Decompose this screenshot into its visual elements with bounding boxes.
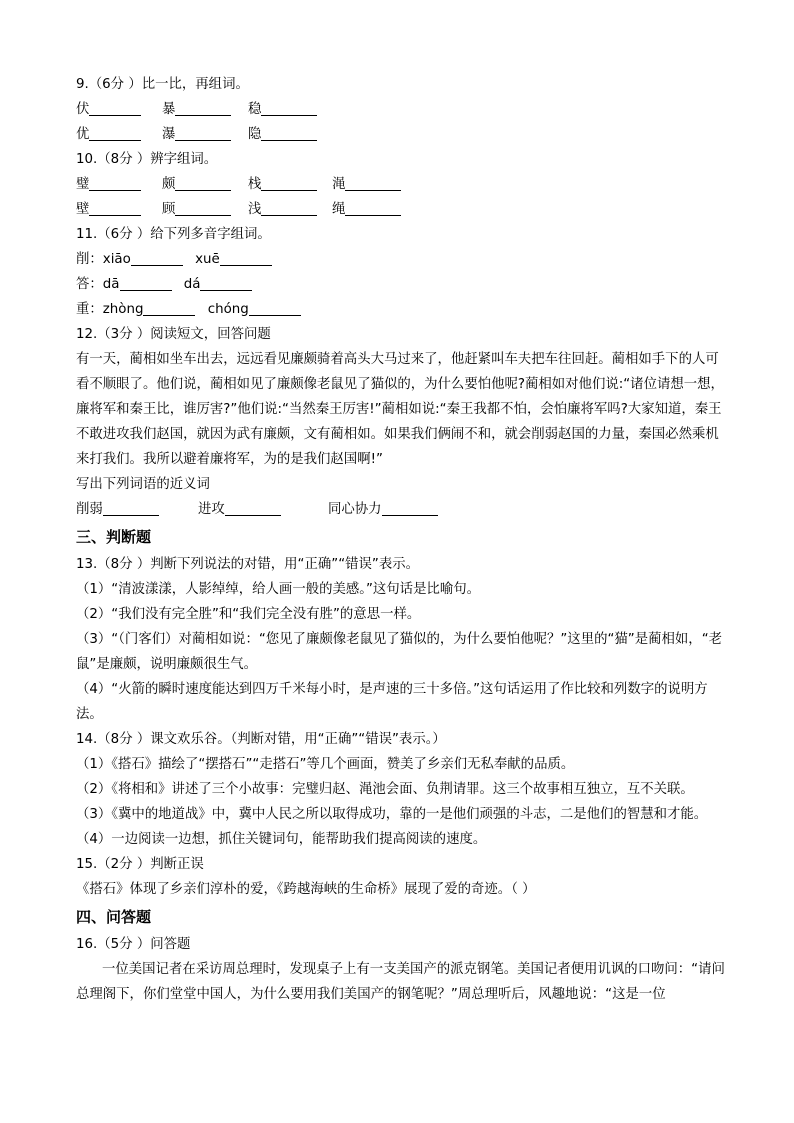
pinyin: chóng (207, 302, 249, 317)
answer-blank[interactable] (345, 174, 401, 191)
q10-char: 绳 (332, 202, 346, 217)
q16-passage: 一位美国记者在采访周总理时，发现桌子上有一支美国产的派克钢笔。美国记者便用讥讽的口吻问：“请问总理阁下，你们堂堂中国人，为什么要用我们美国产的钢笔呢？”周总理听后，风趣地说：“这是一位 (76, 962, 725, 1002)
pinyin: dá (183, 277, 201, 292)
q10-char: 璧 (76, 177, 90, 192)
q11-row-1 (76, 247, 726, 272)
pinyin: xuē (195, 252, 220, 267)
q13-item: （4）“火箭的瞬时速度能达到四万千米每小时，是声速的三十多倍。”这句话运用了作比较和列数字的说明方法。 (76, 682, 708, 722)
q9-char: 稳 (248, 102, 262, 117)
q12-word: 削弱 (76, 502, 103, 517)
answer-blank[interactable] (225, 499, 281, 516)
question-15-heading: 15.（2分 ）判断正误 (76, 857, 204, 872)
q11-row-2 (76, 272, 726, 297)
section-heading-4: 四、问答题 (76, 908, 152, 926)
exam-page (76, 72, 726, 1007)
q10-row-2 (76, 197, 726, 222)
answer-blank[interactable] (175, 199, 231, 216)
question-12-heading: 12.（3分 ）阅读短文，回答问题 (76, 327, 271, 342)
polyphone-char: 答： (76, 277, 103, 292)
answer-blank[interactable] (249, 299, 301, 316)
answer-blank[interactable] (89, 199, 141, 216)
question-11-heading: 11.（6分 ）给下列多音字组词。 (76, 227, 271, 242)
q13-item: （3）“（门客们）对蔺相如说：“您见了廉颇像老鼠见了猫似的，为什么要怕他呢？”这里的“猫”是蔺相如，“老鼠”是廉颇，说明廉颇很生气。 (76, 632, 723, 672)
q10-char: 颇 (162, 177, 176, 192)
q12-word: 进攻 (198, 502, 225, 517)
q14-item: （3）《冀中的地道战》中，冀中人民之所以取得成功，靠的一是他们顽强的斗志，二是他们的智慧和才能。 (76, 807, 708, 822)
answer-blank[interactable] (345, 199, 401, 216)
question-9-heading: 9.（6分 ）比一比，再组词。 (76, 77, 249, 92)
q14-item: （2）《将相和》讲述了三个小故事：完璧归赵、渑池会面、负荆请罪。这三个故事相互独立，互不关联。 (76, 782, 694, 797)
q13-item: （1）“清波漾漾，人影绰绰，给人画一般的美感。”这句话是比喻句。 (76, 582, 481, 597)
answer-blank[interactable] (175, 124, 231, 141)
answer-blank[interactable] (143, 299, 195, 316)
q9-char: 优 (76, 127, 90, 142)
section-heading-3: 三、判断题 (76, 528, 152, 546)
q12-prompt: 写出下列词语的近义词 (76, 477, 210, 492)
answer-blank[interactable] (200, 274, 252, 291)
polyphone-char: 重： (76, 302, 103, 317)
q10-char: 浅 (248, 202, 262, 217)
q14-item: （4）一边阅读一边想，抓住关键词句，能帮助我们提高阅读的速度。 (76, 832, 487, 847)
answer-blank[interactable] (103, 499, 159, 516)
q10-char: 壁 (76, 202, 90, 217)
question-16-heading: 16.（5分 ）问答题 (76, 937, 191, 952)
q9-char: 伏 (76, 102, 90, 117)
question-14-heading: 14.（8分 ）课文欢乐谷。（判断对错，用“正确”“错误”表示。） (76, 732, 446, 747)
q9-char: 隐 (248, 127, 262, 142)
answer-blank[interactable] (120, 274, 172, 291)
answer-blank[interactable] (175, 174, 231, 191)
q14-item: （1）《搭石》描绘了“摆搭石”“走搭石”等几个画面，赞美了乡亲们无私奉献的品质。 (76, 757, 575, 772)
answer-blank[interactable] (89, 99, 141, 116)
question-10-heading: 10.（8分 ）辨字组词。 (76, 152, 218, 167)
reading-passage: 有一天，蔺相如坐车出去，远远看见廉颇骑着高头大马过来了，他赶紧叫车夫把车往回赶。蔺相如手下的人可看不顺眼了。他们说，蔺相如见了廉颇像老鼠见了猫似的，为什么要怕他呢?蔺相如对他们说:“诸位请想一想，廉将军和秦王比，谁厉害?”他们说:“当然秦王厉害!”蔺相如说:“秦王我都不怕，会怕廉将军吗?大家知道，秦王不敢进攻我们赵国，就因为武有廉颇，文有蔺相如。如果我们俩闹不和，就会削弱赵国的力量，秦国必然乘机来打我们。我所以避着廉将军，为的是我们赵国啊!” (76, 352, 724, 467)
q10-char: 栈 (248, 177, 262, 192)
q9-char: 暴 (162, 102, 176, 117)
answer-blank[interactable] (261, 124, 317, 141)
q11-row-3 (76, 297, 726, 322)
answer-blank[interactable] (382, 499, 438, 516)
q9-row-2 (76, 122, 726, 147)
polyphone-char: 削： (76, 252, 103, 267)
answer-blank[interactable] (175, 99, 231, 116)
q10-row-1 (76, 172, 726, 197)
answer-blank[interactable] (89, 174, 141, 191)
q10-char: 渑 (332, 177, 346, 192)
answer-blank[interactable] (89, 124, 141, 141)
q9-row-1 (76, 97, 726, 122)
q13-item: （2）“我们没有完全胜”和“我们完全没有胜”的意思一样。 (76, 607, 421, 622)
pinyin: zhòng (102, 302, 144, 317)
answer-blank[interactable] (220, 249, 272, 266)
q9-char: 瀑 (162, 127, 176, 142)
answer-blank[interactable] (261, 199, 317, 216)
question-13-heading: 13.（8分 ）判断下列说法的对错，用“正确”“错误”表示。 (76, 557, 420, 572)
q12-word: 同心协力 (328, 502, 382, 517)
pinyin: xiāo (102, 252, 131, 267)
answer-blank[interactable] (261, 174, 317, 191)
answer-blank[interactable] (261, 99, 317, 116)
q15-statement: 《搭石》体现了乡亲们淳朴的爱，《跨越海峡的生命桥》展现了爱的奇迹。（ ） (76, 882, 536, 897)
q12-synonym-row (76, 497, 726, 522)
q10-char: 顾 (162, 202, 176, 217)
pinyin: dā (102, 277, 120, 292)
answer-blank[interactable] (131, 249, 183, 266)
